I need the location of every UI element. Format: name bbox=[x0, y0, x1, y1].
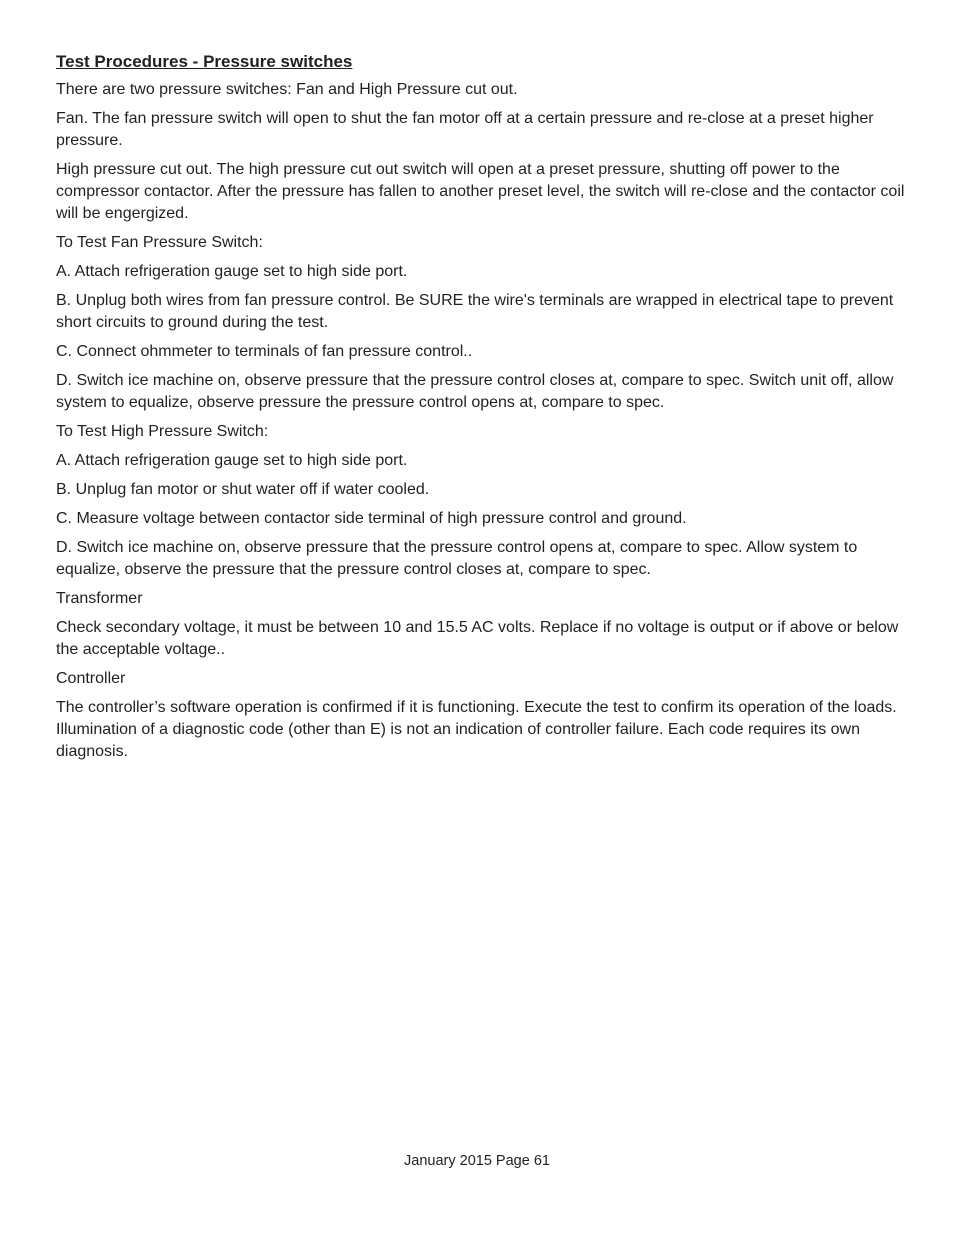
high-pressure-description: High pressure cut out. The high pressure cut out switch will open at a preset pressure, shutting off power to the compressor contactor. After the pressure has fallen to another preset level, the switch will re-close and the contactor coil will be engergized. bbox=[56, 161, 905, 222]
fan-test-step-b: B. Unplug both wires from fan pressure control. Be SURE the wire's terminals are wrapped in electrical tape to prevent short circuits to ground during the test. bbox=[56, 292, 894, 331]
transformer-paragraph: Check secondary voltage, it must be between 10 and 15.5 AC volts. Replace if no voltage is output or if above or below the acceptable voltage.. bbox=[56, 619, 899, 658]
transformer-heading: Transformer bbox=[56, 590, 143, 607]
high-pressure-test-heading: To Test High Pressure Switch: bbox=[56, 423, 269, 440]
fan-test-step-a: A. Attach refrigeration gauge set to high side port. bbox=[56, 263, 408, 280]
high-pressure-test-step-d: D. Switch ice machine on, observe pressure that the pressure control opens at, compare to spec. Allow system to equalize, observe the pressure that the pressure control closes at, compare to spec. bbox=[56, 539, 858, 578]
page-title: Test Procedures - Pressure switches bbox=[56, 52, 353, 71]
page-footer: January 2015 Page 61 bbox=[404, 1153, 550, 1169]
fan-switch-description: Fan. The fan pressure switch will open to shut the fan motor off at a certain pressure and re-close at a preset higher pressure. bbox=[56, 110, 874, 149]
controller-paragraph: The controller’s software operation is confirmed if it is functioning. Execute the test to confirm its operation of the loads. Illumination of a diagnostic code (other than E) is not an indication of controller failure. Each code requires its own diagnosis. bbox=[56, 699, 897, 760]
controller-heading: Controller bbox=[56, 670, 126, 687]
fan-test-heading: To Test Fan Pressure Switch: bbox=[56, 234, 263, 251]
page-content bbox=[56, 50, 906, 770]
fan-test-step-c: C. Connect ohmmeter to terminals of fan pressure control.. bbox=[56, 343, 473, 360]
high-pressure-test-step-c: C. Measure voltage between contactor side terminal of high pressure control and ground. bbox=[56, 510, 687, 527]
high-pressure-test-step-b: B. Unplug fan motor or shut water off if water cooled. bbox=[56, 481, 430, 498]
fan-test-step-d: D. Switch ice machine on, observe pressure that the pressure control closes at, compare to spec. Switch unit off, allow system to equalize, observe pressure the pressure control opens at, compare to spec. bbox=[56, 372, 894, 411]
high-pressure-test-step-a: A. Attach refrigeration gauge set to high side port. bbox=[56, 452, 408, 469]
intro-paragraph: There are two pressure switches: Fan and High Pressure cut out. bbox=[56, 81, 518, 98]
